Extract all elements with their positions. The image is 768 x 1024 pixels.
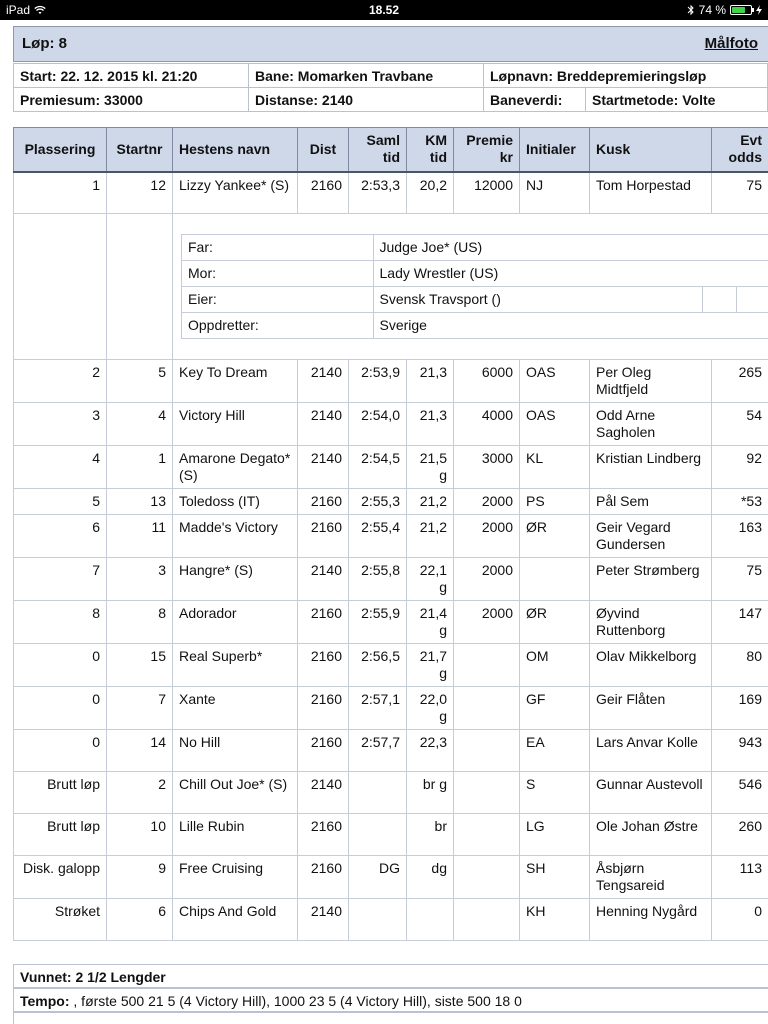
distance: Distanse: 2140 xyxy=(249,88,484,112)
row-total-time: 2:55,9 xyxy=(349,601,407,644)
row-placement: 8 xyxy=(14,601,107,644)
row-initials: OAS xyxy=(520,403,590,446)
row-horse: Xante xyxy=(173,687,298,730)
row-driver: Geir Vegard Gundersen xyxy=(590,515,712,558)
charging-icon xyxy=(756,5,762,15)
row-initials: OM xyxy=(520,644,590,687)
result-row[interactable] xyxy=(14,856,768,899)
row-placement: Strøket xyxy=(14,899,107,941)
row-odds: *53 xyxy=(712,489,768,515)
row-initials: LG xyxy=(520,814,590,856)
row-total-time: 2:53,3 xyxy=(349,172,407,214)
row-km-time: 21,5 g xyxy=(407,446,454,489)
pedigree-cell xyxy=(173,214,768,360)
row-driver: Øyvind Ruttenborg xyxy=(590,601,712,644)
row-initials: KH xyxy=(520,899,590,941)
row-km-time: 21,3 xyxy=(407,360,454,403)
row-startnr: 1 xyxy=(107,446,173,489)
row-placement: 1 xyxy=(14,172,107,214)
row-placement: 2 xyxy=(14,360,107,403)
tempo-label: Tempo: xyxy=(20,993,70,1009)
bluetooth-icon xyxy=(687,4,695,16)
row-km-time: br xyxy=(407,814,454,856)
row-initials: GF xyxy=(520,687,590,730)
result-row[interactable] xyxy=(14,772,768,814)
pedigree-row xyxy=(14,214,768,360)
battery-percent: 74 % xyxy=(698,3,726,17)
track-name: Bane: Momarken Travbane xyxy=(249,64,484,88)
owner-label: Eier: xyxy=(182,287,374,313)
row-driver: Per Oleg Midtfjeld xyxy=(590,360,712,403)
row-total-time xyxy=(349,772,407,814)
row-horse: Madde's Victory xyxy=(173,515,298,558)
row-km-time: 22,3 xyxy=(407,730,454,772)
row-startnr: 14 xyxy=(107,730,173,772)
mother-label: Mor: xyxy=(182,261,374,287)
row-dist: 2160 xyxy=(298,172,349,214)
row-km-time xyxy=(407,899,454,941)
row-horse: Real Superb* xyxy=(173,644,298,687)
row-placement: Brutt løp xyxy=(14,814,107,856)
row-horse: Free Cruising xyxy=(173,856,298,899)
row-placement: 0 xyxy=(14,687,107,730)
row-total-time: 2:53,9 xyxy=(349,360,407,403)
row-odds: 260 xyxy=(712,814,768,856)
results-header-row xyxy=(14,128,768,172)
footer-empty-row xyxy=(13,1012,768,1024)
row-km-time: 21,7 g xyxy=(407,644,454,687)
winning-margin: Vunnet: 2 1/2 Lengder xyxy=(13,964,768,988)
row-initials: EA xyxy=(520,730,590,772)
row-horse: Hangre* (S) xyxy=(173,558,298,601)
row-km-time: 22,0 g xyxy=(407,687,454,730)
row-km-time: 21,4 g xyxy=(407,601,454,644)
race-info-row-1 xyxy=(13,63,768,88)
start-method: Startmetode: Volte xyxy=(586,88,768,112)
row-driver: Pål Sem xyxy=(590,489,712,515)
row-total-time: 2:55,3 xyxy=(349,489,407,515)
row-startnr: 15 xyxy=(107,644,173,687)
row-prize: 2000 xyxy=(454,515,520,558)
row-driver: Ole Johan Østre xyxy=(590,814,712,856)
row-odds: 0 xyxy=(712,899,768,941)
result-row[interactable] xyxy=(14,814,768,856)
pedigree-table xyxy=(181,234,768,339)
row-dist: 2140 xyxy=(298,403,349,446)
row-initials: PS xyxy=(520,489,590,515)
col-placement: Plassering xyxy=(14,128,107,172)
row-odds: 546 xyxy=(712,772,768,814)
row-dist: 2140 xyxy=(298,558,349,601)
device-label: iPad xyxy=(6,3,31,17)
row-driver: Geir Flåten xyxy=(590,687,712,730)
row-startnr: 2 xyxy=(107,772,173,814)
start-time: Start: 22. 12. 2015 kl. 21:20 xyxy=(14,64,249,88)
row-placement: 4 xyxy=(14,446,107,489)
race-header xyxy=(13,26,768,62)
row-driver: Henning Nygård xyxy=(590,899,712,941)
row-driver: Olav Mikkelborg xyxy=(590,644,712,687)
row-km-time: 21,3 xyxy=(407,403,454,446)
row-startnr: 6 xyxy=(107,899,173,941)
row-initials: KL xyxy=(520,446,590,489)
row-odds: 943 xyxy=(712,730,768,772)
result-row[interactable] xyxy=(14,899,768,941)
row-horse: Lizzy Yankee* (S) xyxy=(173,172,298,214)
row-placement: 0 xyxy=(14,644,107,687)
row-horse: Lille Rubin xyxy=(173,814,298,856)
row-prize: 2000 xyxy=(454,601,520,644)
pedigree-spacer xyxy=(14,214,107,360)
row-horse: No Hill xyxy=(173,730,298,772)
row-odds: 75 xyxy=(712,558,768,601)
col-prize: Premie kr xyxy=(454,128,520,172)
row-horse: Chill Out Joe* (S) xyxy=(173,772,298,814)
result-row[interactable] xyxy=(14,558,768,601)
row-odds: 163 xyxy=(712,515,768,558)
row-dist: 2160 xyxy=(298,644,349,687)
results-table xyxy=(13,127,768,941)
clock: 18.52 xyxy=(368,3,400,17)
row-initials xyxy=(520,558,590,601)
row-horse: Adorador xyxy=(173,601,298,644)
race-name: Løpnavn: Breddepremieringsløp xyxy=(484,64,768,88)
row-horse: Amarone Degato* (S) xyxy=(173,446,298,489)
row-driver: Tom Horpestad xyxy=(590,172,712,214)
result-row[interactable] xyxy=(14,601,768,644)
row-odds: 265 xyxy=(712,360,768,403)
col-horse: Hestens navn xyxy=(173,128,298,172)
col-odds: Evt odds xyxy=(712,128,768,172)
row-horse: Toledoss (IT) xyxy=(173,489,298,515)
row-horse: Victory Hill xyxy=(173,403,298,446)
row-driver: Peter Strømberg xyxy=(590,558,712,601)
row-initials: NJ xyxy=(520,172,590,214)
row-km-time: dg xyxy=(407,856,454,899)
row-prize xyxy=(454,730,520,772)
row-km-time: br g xyxy=(407,772,454,814)
row-dist: 2160 xyxy=(298,601,349,644)
row-dist: 2160 xyxy=(298,489,349,515)
row-odds: 75 xyxy=(712,172,768,214)
row-dist: 2160 xyxy=(298,515,349,558)
row-startnr: 12 xyxy=(107,172,173,214)
col-dist: Dist xyxy=(298,128,349,172)
row-initials: S xyxy=(520,772,590,814)
row-total-time: 2:55,8 xyxy=(349,558,407,601)
row-dist: 2160 xyxy=(298,730,349,772)
finish-photo-link[interactable]: Målfoto xyxy=(704,35,758,52)
breeder-value: Sverige xyxy=(373,313,768,339)
row-placement: Brutt løp xyxy=(14,772,107,814)
row-driver: Åsbjørn Tengsareid xyxy=(590,856,712,899)
row-dist: 2140 xyxy=(298,772,349,814)
tempo-info xyxy=(13,988,768,1012)
row-total-time: 2:54,0 xyxy=(349,403,407,446)
result-row[interactable] xyxy=(14,489,768,515)
row-startnr: 11 xyxy=(107,515,173,558)
row-startnr: 7 xyxy=(107,687,173,730)
row-total-time xyxy=(349,899,407,941)
row-prize xyxy=(454,644,520,687)
row-placement: 6 xyxy=(14,515,107,558)
row-placement: 5 xyxy=(14,489,107,515)
row-prize xyxy=(454,814,520,856)
row-dist: 2160 xyxy=(298,856,349,899)
row-initials: SH xyxy=(520,856,590,899)
row-prize: 2000 xyxy=(454,489,520,515)
father-value: Judge Joe* (US) xyxy=(373,235,768,261)
row-dist: 2140 xyxy=(298,446,349,489)
col-driver: Kusk xyxy=(590,128,712,172)
row-total-time: DG xyxy=(349,856,407,899)
result-row[interactable] xyxy=(14,515,768,558)
row-odds: 169 xyxy=(712,687,768,730)
row-km-time: 20,2 xyxy=(407,172,454,214)
mother-value: Lady Wrestler (US) xyxy=(373,261,768,287)
row-km-time: 22,1 g xyxy=(407,558,454,601)
row-driver: Gunnar Austevoll xyxy=(590,772,712,814)
row-prize xyxy=(454,856,520,899)
row-prize: 2000 xyxy=(454,558,520,601)
row-driver: Odd Arne Sagholen xyxy=(590,403,712,446)
row-placement: Disk. galopp xyxy=(14,856,107,899)
col-km-time: KM tid xyxy=(407,128,454,172)
row-total-time: 2:56,5 xyxy=(349,644,407,687)
father-label: Far: xyxy=(182,235,374,261)
row-horse: Chips And Gold xyxy=(173,899,298,941)
tempo-value: , første 500 21 5 (4 Victory Hill), 1000 23 5 (4 Victory Hill), siste 500 18 0 xyxy=(69,993,522,1009)
row-dist: 2140 xyxy=(298,360,349,403)
row-placement: 3 xyxy=(14,403,107,446)
row-prize: 6000 xyxy=(454,360,520,403)
row-initials: ØR xyxy=(520,515,590,558)
row-km-time: 21,2 xyxy=(407,515,454,558)
row-dist: 2160 xyxy=(298,687,349,730)
track-value: Baneverdi: xyxy=(484,88,586,112)
row-dist: 2140 xyxy=(298,899,349,941)
col-total-time: Saml tid xyxy=(349,128,407,172)
result-row[interactable] xyxy=(14,446,768,489)
row-prize: 3000 xyxy=(454,446,520,489)
result-row[interactable] xyxy=(14,730,768,772)
col-initials: Initialer xyxy=(520,128,590,172)
result-row[interactable] xyxy=(14,687,768,730)
col-startnr: Startnr xyxy=(107,128,173,172)
row-km-time: 21,2 xyxy=(407,489,454,515)
prize-sum: Premiesum: 33000 xyxy=(14,88,249,112)
row-driver: Kristian Lindberg xyxy=(590,446,712,489)
row-startnr: 10 xyxy=(107,814,173,856)
result-row[interactable] xyxy=(14,644,768,687)
row-total-time: 2:55,4 xyxy=(349,515,407,558)
row-odds: 147 xyxy=(712,601,768,644)
row-startnr: 5 xyxy=(107,360,173,403)
row-odds: 80 xyxy=(712,644,768,687)
row-initials: OAS xyxy=(520,360,590,403)
breeder-label: Oppdretter: xyxy=(182,313,374,339)
row-placement: 0 xyxy=(14,730,107,772)
row-driver: Lars Anvar Kolle xyxy=(590,730,712,772)
row-prize: 4000 xyxy=(454,403,520,446)
race-info-row-2 xyxy=(13,87,768,112)
result-row[interactable] xyxy=(14,360,768,403)
owner-extra-2 xyxy=(736,287,768,313)
row-startnr: 9 xyxy=(107,856,173,899)
row-odds: 92 xyxy=(712,446,768,489)
result-row[interactable] xyxy=(14,403,768,446)
row-startnr: 4 xyxy=(107,403,173,446)
result-row[interactable] xyxy=(14,172,768,214)
pedigree-spacer xyxy=(107,214,173,360)
row-dist: 2160 xyxy=(298,814,349,856)
row-prize: 12000 xyxy=(454,172,520,214)
row-startnr: 8 xyxy=(107,601,173,644)
row-total-time xyxy=(349,814,407,856)
row-odds: 113 xyxy=(712,856,768,899)
row-initials: ØR xyxy=(520,601,590,644)
row-total-time: 2:54,5 xyxy=(349,446,407,489)
row-odds: 54 xyxy=(712,403,768,446)
row-prize xyxy=(454,687,520,730)
row-prize xyxy=(454,772,520,814)
row-horse: Key To Dream xyxy=(173,360,298,403)
row-placement: 7 xyxy=(14,558,107,601)
row-prize xyxy=(454,899,520,941)
battery-icon xyxy=(730,5,752,15)
row-startnr: 13 xyxy=(107,489,173,515)
race-title: Løp: 8 xyxy=(22,35,67,52)
status-bar xyxy=(0,0,768,20)
row-startnr: 3 xyxy=(107,558,173,601)
owner-value: Svensk Travsport () xyxy=(373,287,702,313)
row-total-time: 2:57,7 xyxy=(349,730,407,772)
row-total-time: 2:57,1 xyxy=(349,687,407,730)
owner-extra-1 xyxy=(702,287,736,313)
